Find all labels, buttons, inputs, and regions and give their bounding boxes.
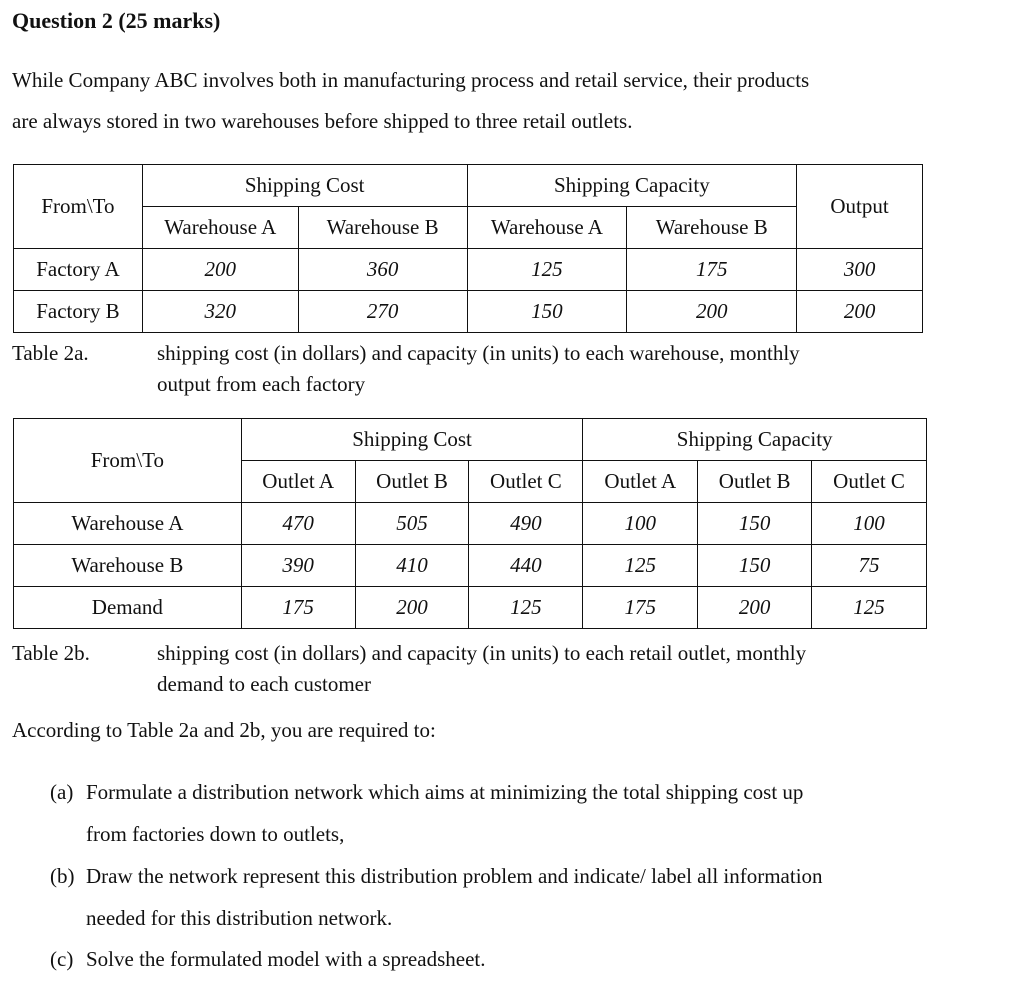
table-cell: 200 bbox=[142, 249, 298, 291]
intro-line-2: are always stored in two warehouses before shipped to three retail outlets. bbox=[12, 109, 633, 133]
table-2a-caption bbox=[157, 338, 937, 400]
table-cell: 320 bbox=[142, 291, 298, 333]
table-2b bbox=[13, 418, 927, 629]
table-2a-group-capacity: Shipping Capacity bbox=[467, 165, 797, 207]
table-cell: 300 bbox=[797, 249, 923, 291]
task-text: Draw the network represent this distribution problem and indicate/ label all information bbox=[86, 864, 823, 888]
table-cell: 125 bbox=[583, 545, 698, 587]
table-cell: 200 bbox=[698, 587, 812, 629]
table-2a-group-cost: Shipping Cost bbox=[142, 165, 467, 207]
table-cell: 125 bbox=[812, 587, 927, 629]
task-tag: (b) bbox=[50, 864, 75, 888]
table-cell: 505 bbox=[355, 503, 469, 545]
row-label: Factory A bbox=[14, 249, 143, 291]
table-cell: 175 bbox=[583, 587, 698, 629]
row-label: Warehouse B bbox=[14, 545, 242, 587]
table-2a-subheader: Warehouse B bbox=[298, 207, 467, 249]
table-2a-subheader: Warehouse A bbox=[467, 207, 627, 249]
table-2b-subheader: Outlet A bbox=[241, 461, 355, 503]
table-cell: 490 bbox=[469, 503, 583, 545]
table-cell: 200 bbox=[797, 291, 923, 333]
table-cell: 175 bbox=[241, 587, 355, 629]
table-2a-caption-label: Table 2a. bbox=[12, 341, 89, 365]
task-tag: (c) bbox=[50, 947, 74, 971]
table-row bbox=[14, 587, 927, 629]
table-cell: 175 bbox=[627, 249, 797, 291]
table-2b-subheader: Outlet C bbox=[469, 461, 583, 503]
task-text: Solve the formulated model with a spreadsheet. bbox=[86, 947, 486, 971]
table-2a-corner: From\To bbox=[14, 165, 143, 249]
table-cell: 125 bbox=[467, 249, 627, 291]
table-2a bbox=[13, 164, 923, 333]
table-2b-corner: From\To bbox=[14, 419, 242, 503]
table-cell: 150 bbox=[698, 503, 812, 545]
table-2a-output-header: Output bbox=[797, 165, 923, 249]
table-2b-group-cost: Shipping Cost bbox=[241, 419, 583, 461]
intro-line-1: While Company ABC involves both in manufacturing process and retail service, their products bbox=[12, 68, 810, 92]
task-a bbox=[50, 771, 950, 855]
table-cell: 470 bbox=[241, 503, 355, 545]
table-cell: 150 bbox=[467, 291, 627, 333]
table-2b-caption-label: Table 2b. bbox=[12, 641, 90, 665]
table-cell: 150 bbox=[698, 545, 812, 587]
caption-line: shipping cost (in dollars) and capacity (in units) to each warehouse, monthly bbox=[157, 341, 800, 365]
table-row bbox=[14, 503, 927, 545]
table-2b-subheader: Outlet B bbox=[698, 461, 812, 503]
table-cell: 100 bbox=[583, 503, 698, 545]
instruction: According to Table 2a and 2b, you are required to: bbox=[12, 718, 436, 742]
table-2b-subheader: Outlet B bbox=[355, 461, 469, 503]
table-row bbox=[14, 291, 923, 333]
table-cell: 200 bbox=[355, 587, 469, 629]
task-text: from factories down to outlets, bbox=[86, 822, 345, 846]
table-cell: 270 bbox=[298, 291, 467, 333]
table-2b-subheader: Outlet A bbox=[583, 461, 698, 503]
table-cell: 390 bbox=[241, 545, 355, 587]
table-cell: 360 bbox=[298, 249, 467, 291]
caption-line: demand to each customer bbox=[157, 672, 371, 696]
table-cell: 200 bbox=[627, 291, 797, 333]
row-label: Warehouse A bbox=[14, 503, 242, 545]
table-cell: 125 bbox=[469, 587, 583, 629]
table-cell: 440 bbox=[469, 545, 583, 587]
table-2b-subheader: Outlet C bbox=[812, 461, 927, 503]
question-heading: Question 2 (25 marks) bbox=[12, 8, 221, 33]
table-row bbox=[14, 249, 923, 291]
table-2b-caption bbox=[157, 638, 937, 700]
caption-line: output from each factory bbox=[157, 372, 366, 396]
table-row bbox=[14, 545, 927, 587]
table-2a-subheader: Warehouse B bbox=[627, 207, 797, 249]
task-tag: (a) bbox=[50, 780, 74, 804]
task-text: Formulate a distribution network which aims at minimizing the total shipping cost up bbox=[86, 780, 804, 804]
row-label: Factory B bbox=[14, 291, 143, 333]
task-b bbox=[50, 855, 950, 939]
table-cell: 75 bbox=[812, 545, 927, 587]
table-cell: 410 bbox=[355, 545, 469, 587]
table-cell: 100 bbox=[812, 503, 927, 545]
task-c bbox=[50, 938, 950, 980]
task-text: needed for this distribution network. bbox=[86, 906, 393, 930]
table-2b-group-capacity: Shipping Capacity bbox=[583, 419, 927, 461]
row-label: Demand bbox=[14, 587, 242, 629]
caption-line: shipping cost (in dollars) and capacity (in units) to each retail outlet, monthly bbox=[157, 641, 807, 665]
table-2a-subheader: Warehouse A bbox=[142, 207, 298, 249]
